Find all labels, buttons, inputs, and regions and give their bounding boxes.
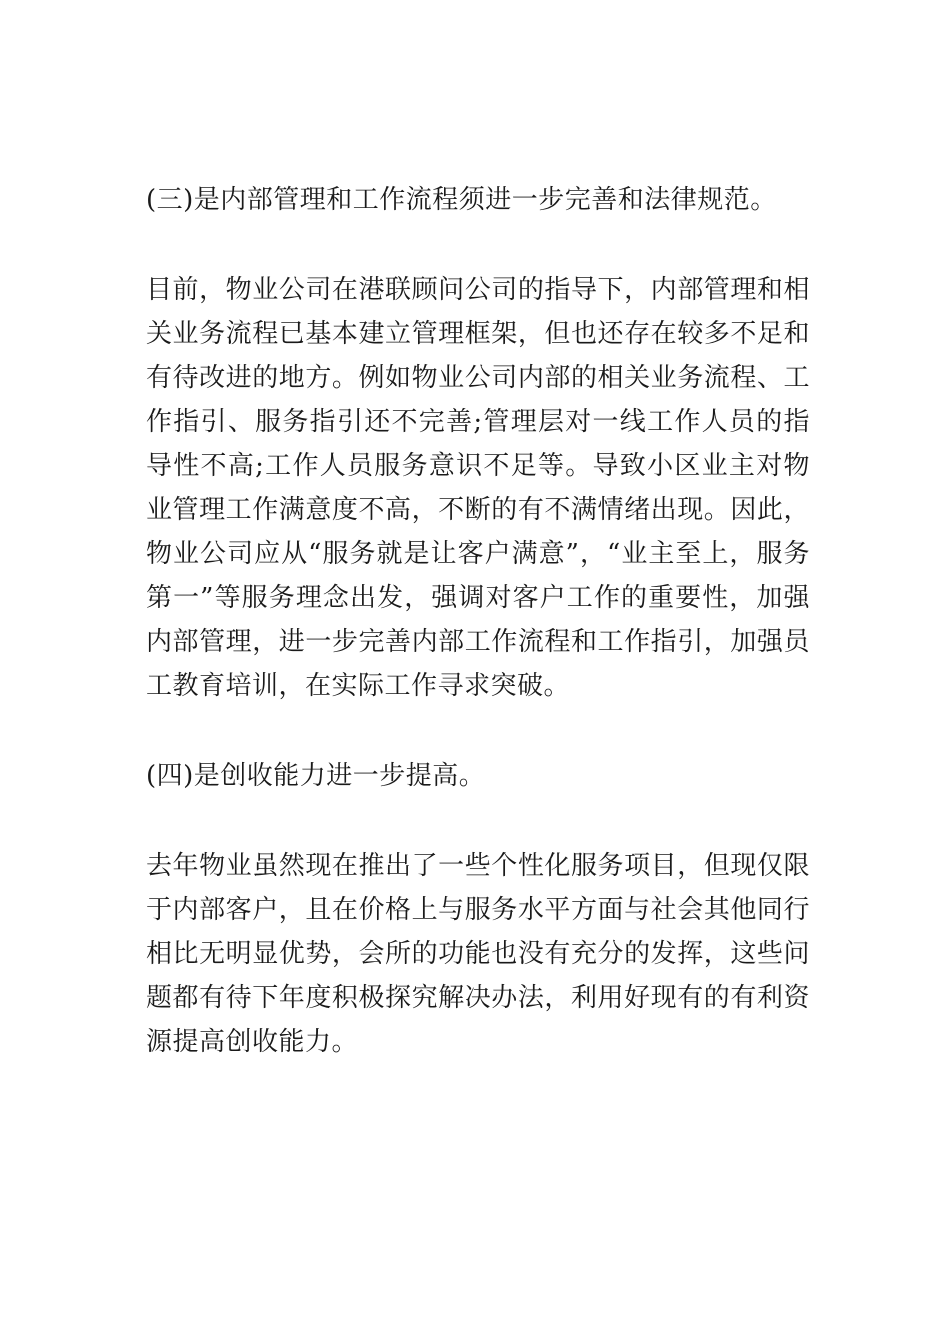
- section-4-heading: (四)是创收能力进一步提高。: [146, 761, 486, 791]
- document-content: [146, 178, 810, 1110]
- section-3-paragraph: 目前，物业公司在港联顾问公司的指导下，内部管理和相关业务流程已基本建立管理框架，但也还存在较多不足和有待改进的地方。例如物业公司内部的相关业务流程、工作指引、服务指引还不完善;管理层对一线工作人员的指导性不高;工作人员服务意识不足等。导致小区业主对物业管理工作满意度不高，不断的有不满情绪出现。因此，物业公司应从“服务就是让客户满意”，“业主至上，服务第一”等服务理念出发，强调对客户工作的重要性，加强内部管理，进一步完善内部工作流程和工作指引，加强员工教育培训，在实际工作寻求突破。: [146, 275, 810, 701]
- section-4-paragraph: 去年物业虽然现在推出了一些个性化服务项目，但现仅限于内部客户，且在价格上与服务水平方面与社会其他同行相比无明显优势，会所的功能也没有充分的发挥，这些问题都有待下年度积极探究解决办法，利用好现有的有利资源提高创收能力。: [146, 851, 810, 1057]
- section-3-heading: (三)是内部管理和工作流程须进一步完善和法律规范。: [146, 185, 777, 215]
